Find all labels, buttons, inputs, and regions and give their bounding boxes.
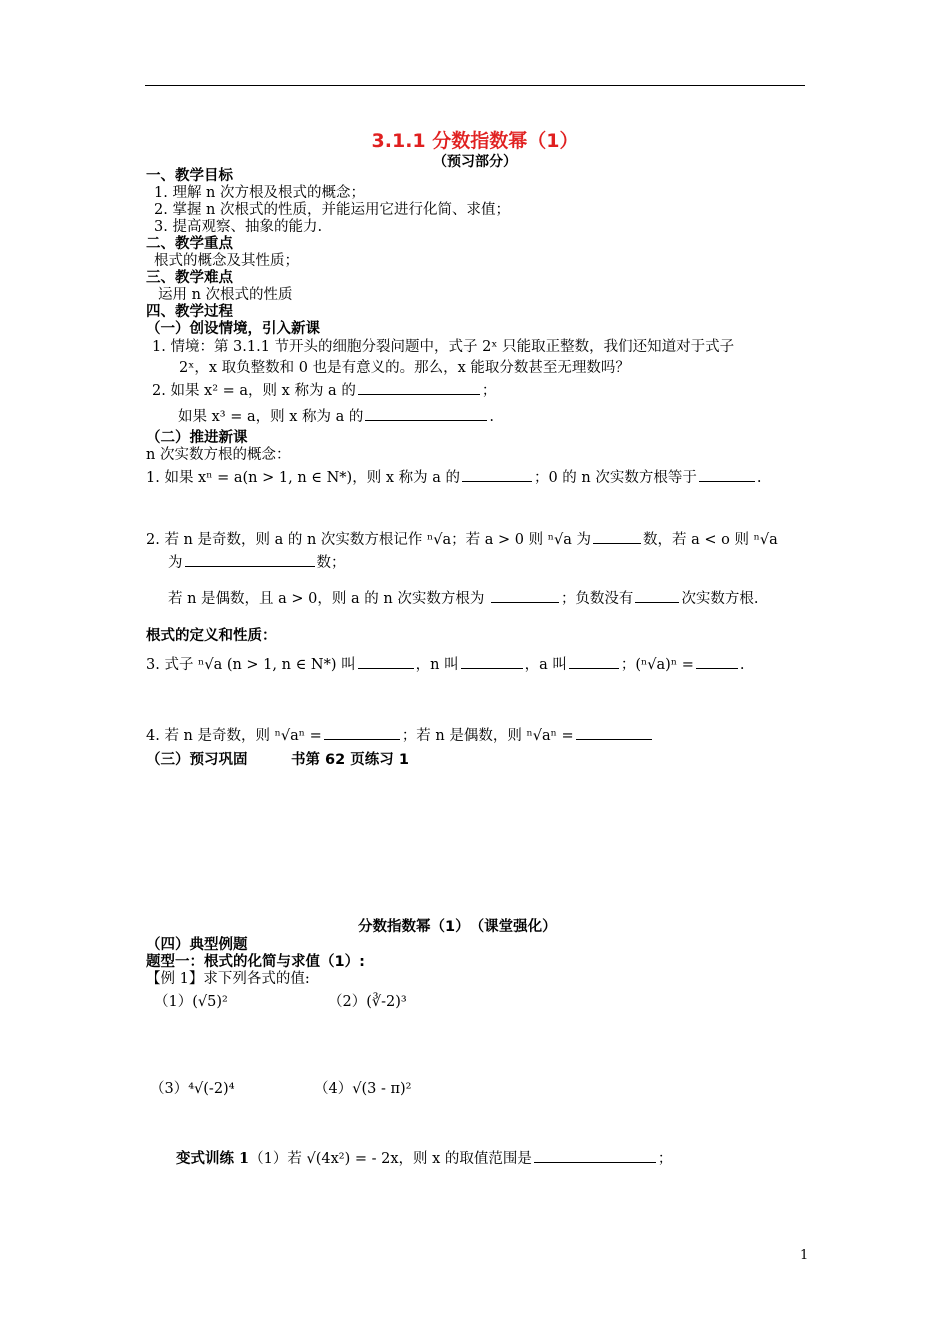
page-subtitle: （预习部分） — [433, 154, 517, 170]
key-heading: 二、教学重点 — [146, 236, 233, 252]
part1-q2-text2: 如果 x³ = a，则 x 称为 a 的 — [178, 409, 364, 425]
part1-q1-line1: 1. 情境：第 3.1.1 节开头的细胞分裂问题中，式子 2ˣ 只能取正整数，我们还知道对于式子 — [152, 339, 735, 355]
part2-heading: （二）推进新课 — [146, 430, 248, 446]
part2-q2-line1 — [146, 528, 778, 549]
part2-q2-text2: 数，若 a < o 则 ⁿ√a — [643, 532, 778, 548]
part2-q2-text5: 若 n 是偶数，且 a > 0，则 a 的 n 次实数方根为 — [168, 591, 485, 607]
header-rule — [145, 85, 805, 86]
blank-1[interactable] — [358, 393, 480, 395]
part2-q1-text2: ；0 的 n 次实数方根等于 — [533, 470, 697, 486]
root-q3-text: 3. 式子 ⁿ√a (n > 1, n ∈ N*) 叫 — [146, 657, 356, 673]
part1-q1-line2: 2ˣ，x 取负整数和 0 也是有意义的。那么，x 能取分数甚至无理数吗？ — [179, 360, 630, 376]
variant-training — [176, 1147, 672, 1168]
exercise-3: （3）⁴√(-2)⁴ — [150, 1081, 235, 1097]
blank-13[interactable] — [324, 738, 400, 740]
blank-9[interactable] — [358, 667, 414, 669]
variant-label: 变式训练 1 — [176, 1150, 250, 1167]
blank-2[interactable] — [365, 419, 487, 421]
goal-heading: 一、教学目标 — [146, 168, 233, 184]
root-q4-text: 4. 若 n 是奇数，则 ⁿ√aⁿ = — [146, 728, 322, 744]
part2-q2-line3 — [168, 587, 759, 608]
part2-q2-line2 — [168, 551, 346, 572]
part1-heading: （一）创设情境，引入新课 — [146, 321, 320, 337]
type1-heading: 题型一：根式的化简与求值（1）: — [146, 954, 365, 970]
part2-q1-text: 1. 如果 xⁿ = a(n > 1, n ∈ N*)，则 x 称为 a 的 — [146, 470, 460, 486]
difficulty-heading: 三、教学难点 — [146, 270, 233, 286]
root-q3-text4: ；(ⁿ√a)ⁿ = — [620, 657, 694, 673]
blank-7[interactable] — [491, 601, 559, 603]
root-q4-text2: ；若 n 是偶数，则 ⁿ√aⁿ = — [401, 728, 574, 744]
part2-q2-text1: 2. 若 n 是奇数，则 a 的 n 次实数方根记作 ⁿ√a；若 a > 0 则 ⁿ√a 为 — [146, 532, 592, 548]
part2-q2-text6: ；负数没有 — [560, 591, 634, 607]
exercise-1: （1）(√5)² — [154, 994, 228, 1010]
class-title: 分数指数幂（1） （课堂强化） — [358, 919, 557, 935]
example-1: 【例 1】求下列各式的值: — [146, 971, 310, 987]
part1-q2-line2: 如果 x³ = a，则 x 称为 a 的 . — [178, 409, 494, 425]
blank-10[interactable] — [461, 667, 523, 669]
blank-5[interactable] — [593, 542, 641, 544]
blank-12[interactable] — [696, 667, 738, 669]
blank-4[interactable] — [699, 480, 755, 482]
part1-q2-text1: 2. 如果 x² = a，则 x 称为 a 的 — [152, 383, 356, 399]
part2-q2-text7: 次实数方根. — [681, 591, 759, 607]
part2-q1: 1. 如果 xⁿ = a(n > 1, n ∈ N*)，则 x 称为 a 的 ；0 的 n 次实数方根等于 . — [146, 470, 762, 486]
blank-3[interactable] — [462, 480, 532, 482]
goal-2: 2. 掌握 n 次根式的性质，并能运用它进行化简、求值； — [154, 202, 510, 218]
variant-end: ； — [657, 1151, 673, 1167]
exercise-2: （2）(∛-2)³ — [328, 994, 407, 1010]
variant-text: （1）若 √(4x²) = - 2x，则 x 的取值范围是 — [249, 1151, 532, 1167]
page-title: 3.1.1 分数指数幂（1） — [371, 130, 579, 152]
goal-3: 3. 提高观察、抽象的能力. — [154, 219, 323, 235]
part2-subheading: n 次实数方根的概念： — [146, 447, 291, 463]
root-q3-text2: ，n 叫 — [415, 657, 459, 673]
part2-q2-text3: 为 — [168, 555, 183, 571]
blank-15[interactable] — [534, 1161, 656, 1163]
root-q3-text3: ，a 叫 — [524, 657, 567, 673]
goal-1: 1. 理解 n 次方根及根式的概念； — [154, 185, 365, 201]
difficulty-text: 运用 n 次根式的性质 — [158, 287, 293, 303]
part2-q2-text4: 数； — [316, 555, 346, 571]
part3-heading: （三）预习巩固 书第 62 页练习 1 — [146, 752, 409, 768]
root-q4 — [146, 724, 654, 745]
root-heading: 根式的定义和性质： — [146, 628, 277, 644]
part4-heading: （四）典型例题 — [146, 937, 248, 953]
exercise-4: （4）√(3 - π)² — [314, 1081, 412, 1097]
blank-8[interactable] — [635, 601, 679, 603]
blank-14[interactable] — [576, 738, 652, 740]
root-q3: 3. 式子 ⁿ√a (n > 1, n ∈ N*) 叫 ，n 叫 ，a 叫 ；(ⁿ√a)ⁿ = . — [146, 657, 745, 673]
part1-q2-line1: 2. 如果 x² = a，则 x 称为 a 的 ； — [152, 383, 497, 399]
page-number: 1 — [800, 1248, 809, 1263]
key-text: 根式的概念及其性质； — [154, 253, 299, 269]
blank-6[interactable] — [185, 565, 315, 567]
process-heading: 四、教学过程 — [146, 304, 233, 320]
blank-11[interactable] — [569, 667, 619, 669]
